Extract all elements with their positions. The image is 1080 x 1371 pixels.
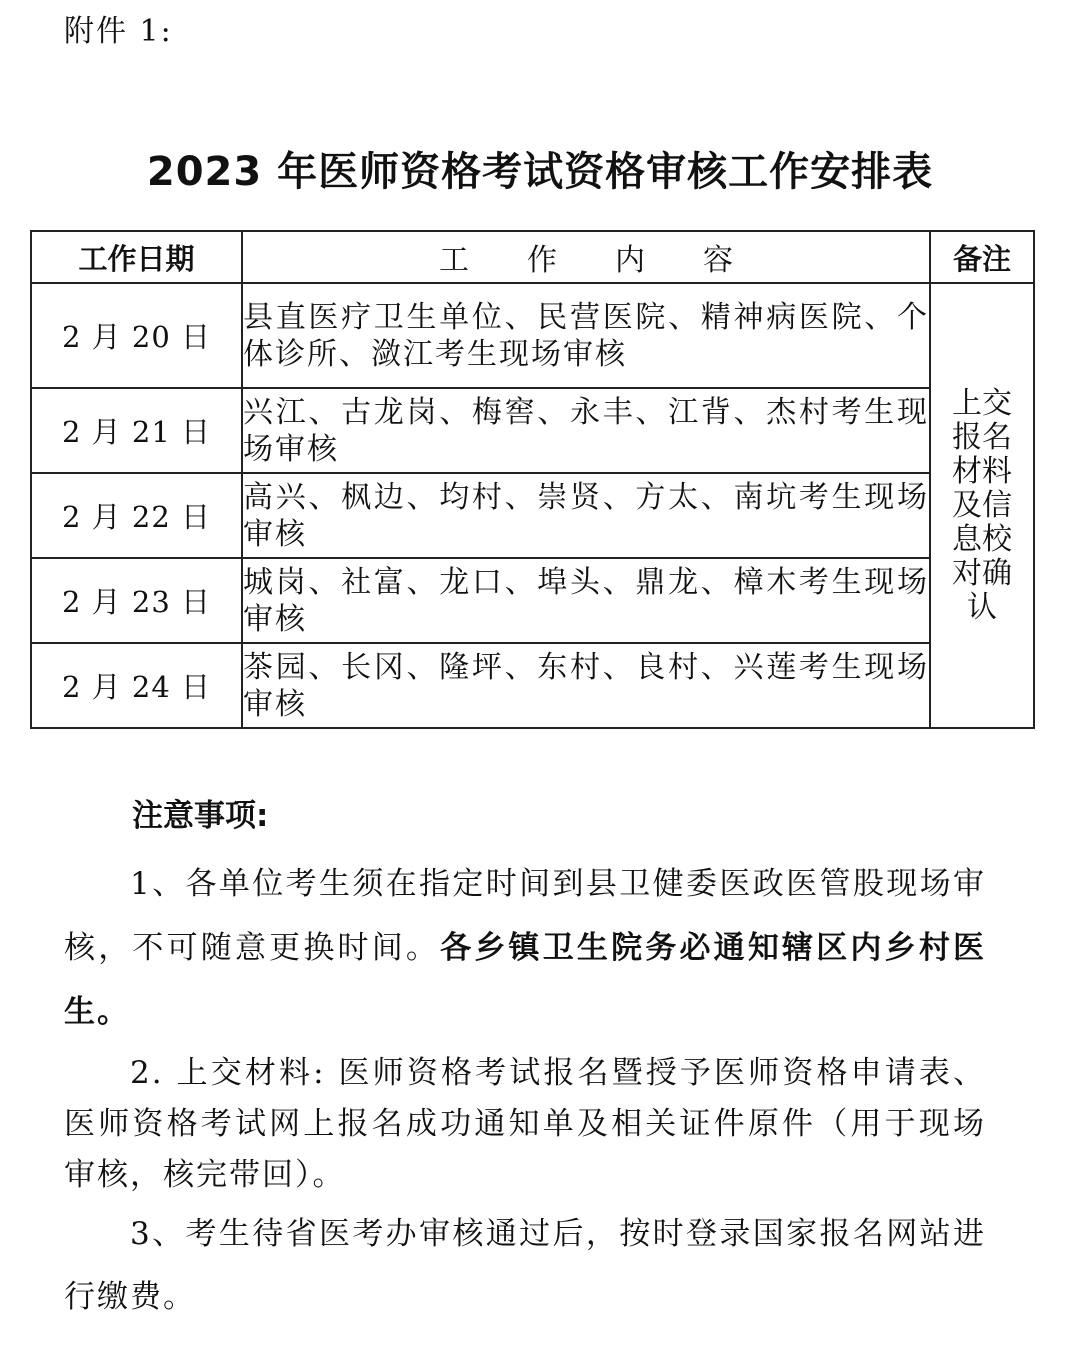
header-work-date: 工作日期 xyxy=(31,231,242,283)
row-date: 2 月 24 日 xyxy=(31,643,242,728)
table-header-row xyxy=(31,231,1034,283)
note-item-1-text: 1、各单位考生须在指定时间到县卫健委医政医管股现场审核，不可随意更换时间。 xyxy=(64,866,986,966)
note-item-2-text: 2. 上交材料: 医师资格考试报名暨授予医师资格申请表、医师资格考试网上报名成功通知单及相关证件原件（用于现场审核，核完带回）。 xyxy=(64,1055,986,1193)
row-date: 2 月 20 日 xyxy=(31,283,242,388)
header-work-content: 工作内容 xyxy=(242,231,930,283)
table-row xyxy=(31,643,1034,728)
table-row xyxy=(31,558,1034,643)
notes-title: 注意事项: xyxy=(132,798,269,834)
attachment-label: 附件 1: xyxy=(64,14,173,49)
row-content: 县直医疗卫生单位、民营医院、精神病医院、个体诊所、潋江考生现场审核 xyxy=(242,283,930,388)
note-item-1-emphasis: 各乡镇卫生院务必通知辖区内乡村医生。 xyxy=(64,930,987,1030)
row-date: 2 月 21 日 xyxy=(31,388,242,473)
row-date: 2 月 22 日 xyxy=(31,473,242,558)
note-item-2 xyxy=(64,1048,986,1201)
row-date: 2 月 23 日 xyxy=(31,558,242,643)
remarks-text: 上交报名材料及信息校对确认 xyxy=(952,385,1012,625)
note-item-3-text: 3、考生待省医考办审核通过后，按时登录国家报名网站进行缴费。 xyxy=(64,1216,986,1315)
row-content: 高兴、枫边、均村、崇贤、方太、南坑考生现场审核 xyxy=(242,473,930,558)
row-content: 茶园、长冈、隆坪、东村、良村、兴莲考生现场审核 xyxy=(242,643,930,728)
table-row xyxy=(31,283,1034,388)
note-item-3 xyxy=(64,1203,986,1329)
row-content: 城岗、社富、龙口、埠头、鼎龙、樟木考生现场审核 xyxy=(242,558,930,643)
document-title: 2023 年医师资格考试资格审核工作安排表 xyxy=(146,149,934,195)
table-row xyxy=(31,388,1034,473)
table-row xyxy=(31,473,1034,558)
schedule-table xyxy=(30,230,1035,729)
remarks-cell xyxy=(930,283,1034,728)
note-item-1 xyxy=(64,852,986,1044)
header-remarks: 备注 xyxy=(930,231,1034,283)
row-content: 兴江、古龙岗、梅窖、永丰、江背、杰村考生现场审核 xyxy=(242,388,930,473)
